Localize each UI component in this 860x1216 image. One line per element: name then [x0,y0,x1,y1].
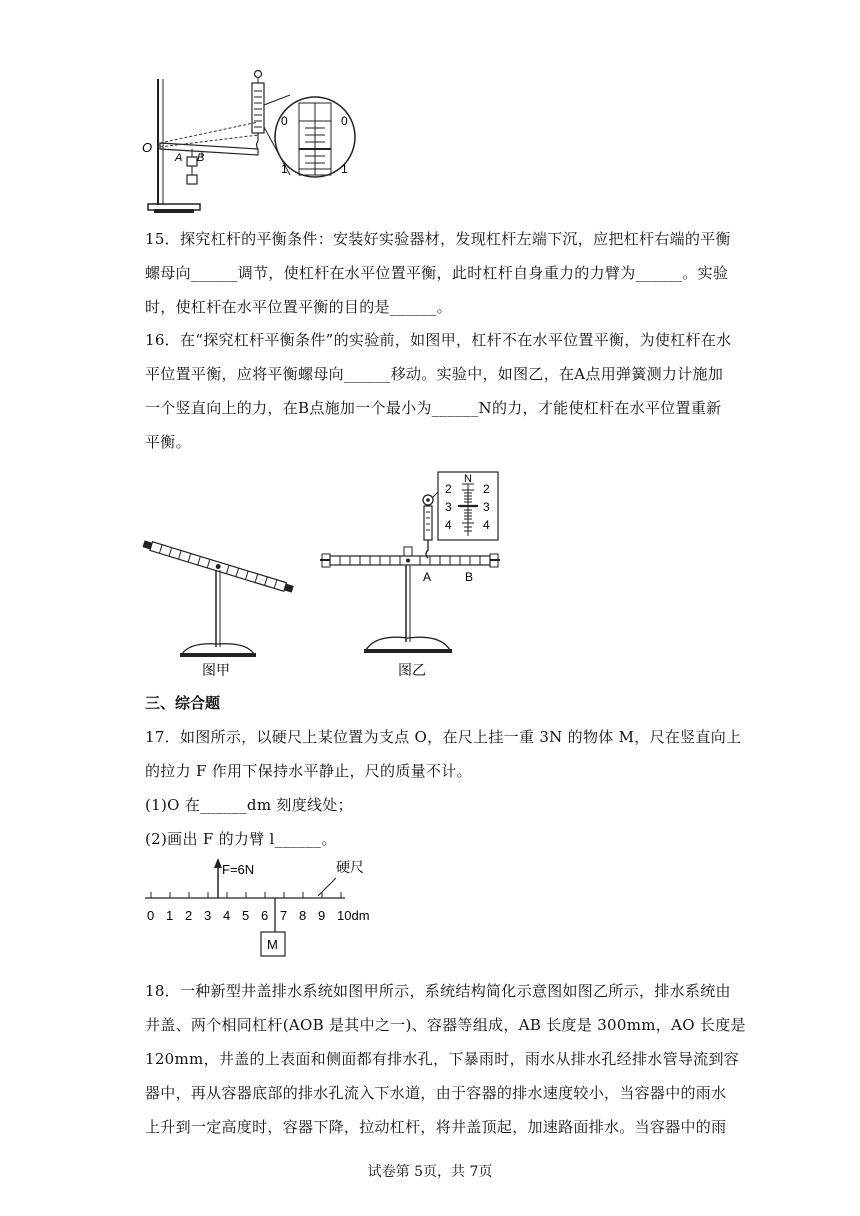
scale-right-0: 0 [341,114,348,128]
q17-line-2: 的拉力 F 作用下保持水平静止，尺的质量不计。 [145,762,472,780]
ruler-tick-label: 1 [166,908,174,923]
q16-line-2: 平位置平衡，应将平衡螺母向______移动。实验中，如图乙，在A点用弹簧测力计施加 [145,365,724,383]
q18-line-5: 上升到一定高度时，容器下降，拉动杠杆，将井盖顶起，加速路面排水。当容器中的雨 [145,1118,727,1136]
ruler-tick-label: 3 [204,908,212,923]
question-15 [145,222,731,324]
figure-lever-jia-yi [140,462,520,682]
ruler-tick-label: 8 [299,908,307,923]
force-label: F=6N [222,862,255,877]
scale-right-1: 1 [341,162,348,176]
meter-right-tick-4: 4 [483,518,490,532]
figure-jia [142,539,294,657]
figure-ruler [140,852,400,964]
meter-left-tick-2: 2 [445,482,452,496]
label-B: B [197,152,205,164]
figure-lever-spring-scale [140,65,360,225]
meter-right-tick-2: 2 [483,482,490,496]
q15-line-1: 15．探究杠杆的平衡条件：安装好实验器材，发现杠杆左端下沉，应把杠杆右端的平衡 [145,230,731,248]
question-18 [145,974,746,1144]
label-A-yi: A [423,570,432,584]
meter-right-tick-3: 3 [483,500,490,514]
scale-left-0: 0 [281,114,288,128]
label-A: A [175,152,183,164]
ruler-tick-label: 9 [318,908,326,923]
question-16 [145,323,732,459]
question-17 [145,720,742,856]
q15-line-3: 时，使杠杆在水平位置平衡的目的是______。 [145,298,452,316]
q18-line-1: 18．一种新型井盖排水系统如图甲所示，系统结构简化示意图如图乙所示，排水系统由 [145,982,731,1000]
q15-line-2: 螺母向______调节，使杠杆在水平位置平衡，此时杠杆自身重力的力臂为______。实验 [145,264,729,282]
q17-line-1: 17．如图所示，以硬尺上某位置为支点 O，在尺上挂一重 3N 的物体 M，尺在竖直向上 [145,728,742,746]
caption-jia: 图甲 [202,662,230,678]
ruler-tick-label: 0 [147,908,155,923]
q18-line-2: 井盖、两个相同杠杆(AOB 是其中之一)、容器等组成，AB 长度是 300mm，AO 长度是 [145,1016,746,1034]
q18-line-3: 120mm，井盖的上表面和侧面都有排水孔，下暴雨时，雨水从排水孔经排水管导流到容 [145,1050,740,1068]
ruler-tick-label: 4 [223,908,231,923]
meter-left-tick-3: 3 [445,500,452,514]
ruler-tick-label: 6 [261,908,269,923]
q17-line-3: (1)O 在______dm 刻度线处； [145,796,353,814]
q17-line-4: (2)画出 F 的力臂 l______。 [145,830,337,848]
q18-line-4: 器中，再从容器底部的排水孔流入下水道，由于容器的排水速度较小，当容器中的雨水 [145,1084,727,1102]
q16-line-4: 平衡。 [145,433,191,451]
caption-yi: 图乙 [398,662,426,678]
q16-line-3: 一个竖直向上的力，在B点施加一个最小为______N的力，才能使杠杆在水平位置重新 [145,399,722,417]
ruler-tick-label: 2 [185,908,193,923]
scale-left-1: 1 [281,162,288,176]
ruler-tick-label: 7 [280,908,288,923]
section-3-title: 三、综合题 [145,694,221,712]
label-O: O [142,140,153,155]
ruler-label: 硬尺 [336,859,364,875]
ruler-tick-label: 10dm [337,908,370,923]
figure-yi [320,472,500,653]
mass-label: M [267,937,278,952]
label-B-yi: B [465,570,474,584]
meter-unit-label: N [464,473,472,485]
page-footer: 试卷第 5页，共 7页 [367,1164,493,1180]
q16-line-1: 16．在“探究杠杆平衡条件”的实验前，如图甲，杠杆不在水平位置平衡，为使杠杆在水 [145,331,732,349]
meter-left-tick-4: 4 [445,518,452,532]
ruler-tick-label: 5 [242,908,250,923]
